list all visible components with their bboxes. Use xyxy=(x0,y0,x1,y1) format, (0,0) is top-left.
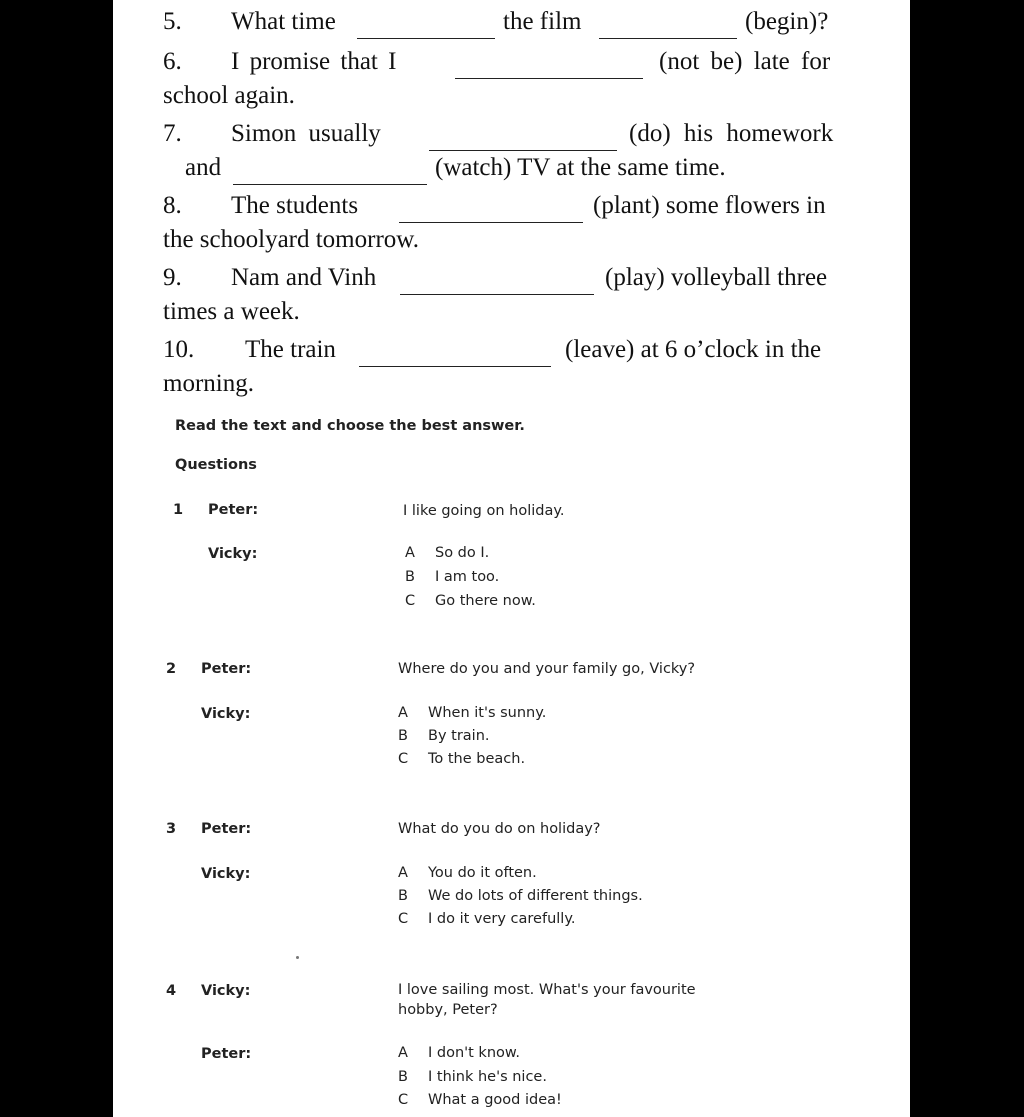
question-prompt-line2: hobby, Peter? xyxy=(398,1002,498,1018)
exercise-8-text-c: the schoolyard tomorrow. xyxy=(163,226,419,253)
exercise-8-text-a: The students xyxy=(231,192,359,219)
answer-blank-7b[interactable] xyxy=(233,162,427,190)
exercise-10-text-b: (leave) at 6 o’clock in the xyxy=(565,336,822,363)
answer-option-a[interactable]: A So do I. xyxy=(405,545,490,561)
answer-option-a[interactable]: A When it's sunny. xyxy=(398,705,547,721)
exercise-9-text-b: (play) volleyball three xyxy=(605,264,828,291)
answer-option-c[interactable]: C I do it very carefully. xyxy=(398,911,576,927)
question-prompt-line1: I love sailing most. What's your favourite xyxy=(398,982,696,998)
exercise-7-text-b: (do) his homework xyxy=(629,120,834,147)
answer-blank-9[interactable] xyxy=(400,272,594,300)
question-number: 4 xyxy=(166,983,177,999)
questions-heading: Questions xyxy=(175,457,257,473)
exercise-8-text-b: (plant) some flowers in xyxy=(593,192,826,219)
question-prompt: I like going on holiday. xyxy=(403,503,565,519)
answer-option-c[interactable]: C What a good idea! xyxy=(398,1092,562,1108)
exercise-7-number: 7. xyxy=(163,120,182,147)
speaker-label: Peter: xyxy=(201,661,252,677)
exercise-6-number: 6. xyxy=(163,48,182,75)
speaker-label: Vicky: xyxy=(201,983,251,999)
exercise-6-text-c: school again. xyxy=(163,82,295,109)
answer-option-b[interactable]: B I think he's nice. xyxy=(398,1069,547,1085)
exercise-number: 5. xyxy=(163,8,182,35)
speaker-label: Peter: xyxy=(208,502,259,518)
answer-option-a[interactable]: A I don't know. xyxy=(398,1045,521,1061)
speaker-label: Peter: xyxy=(201,1046,252,1062)
answer-blank-5a[interactable] xyxy=(357,16,495,44)
worksheet-page xyxy=(113,0,910,1117)
exercise-8-number: 8. xyxy=(163,192,182,219)
exercise-7-text-a: Simon usually xyxy=(231,120,381,147)
question-number: 1 xyxy=(173,502,184,518)
stray-mark xyxy=(296,956,299,959)
answer-blank-7a[interactable] xyxy=(429,128,617,156)
exercise-9-text-a: Nam and Vinh xyxy=(231,264,377,291)
exercise-9-number: 9. xyxy=(163,264,182,291)
answer-option-c[interactable]: C Go there now. xyxy=(405,593,536,609)
exercise-10-number: 10. xyxy=(163,336,195,363)
answer-blank-8[interactable] xyxy=(399,200,583,228)
answer-blank-6[interactable] xyxy=(455,56,643,84)
speaker-label: Vicky: xyxy=(201,706,251,722)
answer-blank-5b[interactable] xyxy=(599,16,737,44)
question-prompt: What do you do on holiday? xyxy=(398,821,601,837)
exercise-10-text-c: morning. xyxy=(163,370,254,397)
exercise-5-text-c: (begin)? xyxy=(745,8,829,35)
exercise-7-text-c: and xyxy=(185,154,222,181)
speaker-label: Vicky: xyxy=(201,866,251,882)
reading-instruction: Read the text and choose the best answer. xyxy=(175,418,525,434)
exercise-6-text-b: (not be) late for xyxy=(659,48,831,75)
answer-option-b[interactable]: B We do lots of different things. xyxy=(398,888,643,904)
exercise-5-text-a: What time xyxy=(231,8,336,35)
answer-option-c[interactable]: C To the beach. xyxy=(398,751,526,767)
exercise-9-text-c: times a week. xyxy=(163,298,300,325)
exercise-5 xyxy=(163,8,182,36)
question-prompt: Where do you and your family go, Vicky? xyxy=(398,661,696,677)
exercise-5-text-b: the film xyxy=(503,8,582,35)
question-number: 3 xyxy=(166,821,177,837)
exercise-10-text-a: The train xyxy=(245,336,336,363)
answer-blank-10[interactable] xyxy=(359,344,551,372)
speaker-label: Vicky: xyxy=(208,546,258,562)
answer-option-b[interactable]: B By train. xyxy=(398,728,490,744)
exercise-7-text-d: (watch) TV at the same time. xyxy=(435,154,726,181)
answer-option-a[interactable]: A You do it often. xyxy=(398,865,537,881)
question-number: 2 xyxy=(166,661,177,677)
speaker-label: Peter: xyxy=(201,821,252,837)
exercise-6-text-a: I promise that I xyxy=(231,48,397,75)
answer-option-b[interactable]: B I am too. xyxy=(405,569,500,585)
